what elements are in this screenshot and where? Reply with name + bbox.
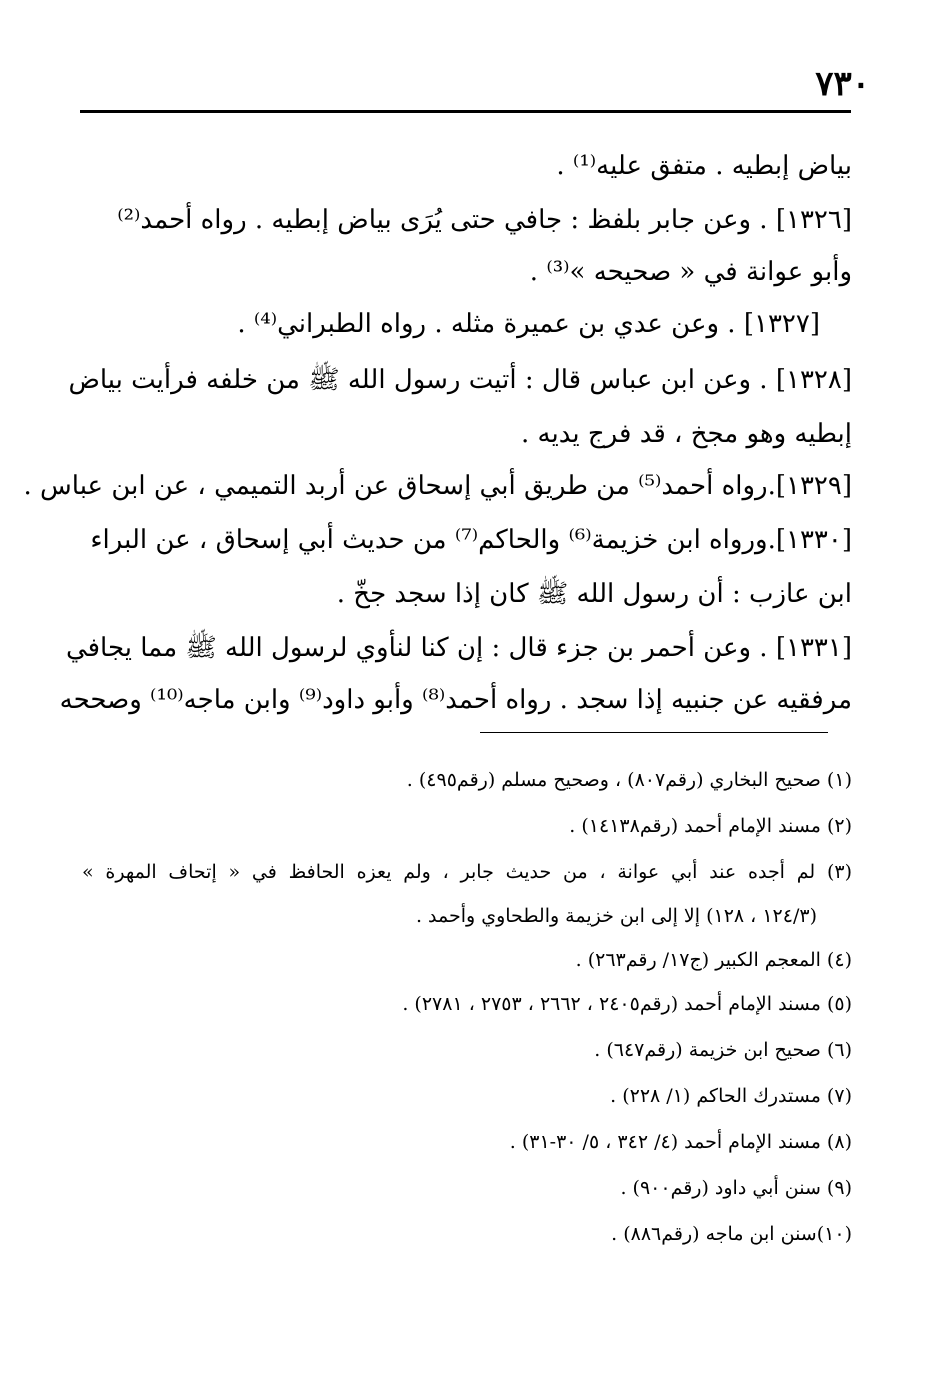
footnote: (٣) لم أجده عند أبي عوانة ، من حديث جابر ، ولم يعزه الحافظ في « إتحاف المهرة »	[82, 861, 852, 883]
footnote: (١٢٤/٣ ، ١٢٨) إلا إلى ابن خزيمة والطحاوي وأحمد .	[415, 905, 817, 927]
body-line: [١٣٣٠].ورواه ابن خزيمة⁽⁶⁾ والحاكم⁽⁷⁾ من حديث أبي إسحاق ، عن البراء	[90, 525, 852, 555]
body-line: [١٣٣١] . وعن أحمر بن جزء قال : إن كنا لنأوي لرسول الله ﷺ مما يجافي	[65, 633, 852, 663]
body-line: ابن عازب : أن رسول الله ﷺ كان إذا سجد جخّ .	[336, 579, 852, 609]
footnote: (٧) مستدرك الحاكم (١/ ٢٢٨) .	[610, 1085, 852, 1107]
body-line: وأبو عوانة في « صحيحه »⁽³⁾ .	[529, 257, 852, 287]
body-line: [١٣٢٩].رواه أحمد⁽⁵⁾ من طريق أبي إسحاق عن أربد التميمي ، عن ابن عباس .	[23, 471, 852, 501]
footnote: (٢) مسند الإمام أحمد (رقم١٤١٣٨) .	[569, 815, 852, 837]
page-number: ٧٣٠	[815, 64, 870, 104]
footnote: (٤) المعجم الكبير (ج١٧/ رقم٢٦٣) .	[575, 949, 852, 971]
footnote: (٥) مسند الإمام أحمد (رقم٢٤٠٥ ، ٢٦٦٢ ، ٢٧٥٣ ، ٢٧٨١) .	[402, 993, 852, 1015]
footnote: (٦) صحيح ابن خزيمة (رقم٦٤٧) .	[594, 1039, 852, 1061]
body-line: [١٣٢٨] . وعن ابن عباس قال : أتيت رسول الله ﷺ من خلفه فرأيت بياض	[68, 365, 852, 395]
header-rule	[80, 110, 851, 113]
body-line: إبطيه وهو مجخ ، قد فرج يديه .	[521, 419, 852, 449]
footnote: (١٠)سنن ابن ماجه (رقم٨٨٦) .	[611, 1223, 852, 1245]
footnote: (١) صحيح البخاري (رقم٨٠٧) ، وصحيح مسلم (رقم٤٩٥) .	[406, 769, 852, 791]
body-line: مرفقيه عن جنبيه إذا سجد . رواه أحمد⁽⁸⁾ وأبو داود⁽⁹⁾ وابن ماجه⁽¹⁰⁾ وصححه	[59, 685, 852, 715]
body-line: بياض إبطيه . متفق عليه⁽¹⁾ .	[556, 151, 852, 181]
footnote: (٨) مسند الإمام أحمد (٤/ ٣٤٢ ، ٥/ ٣٠-٣١) .	[509, 1131, 852, 1153]
footnote: (٩) سنن أبي داود (رقم٩٠٠) .	[620, 1177, 852, 1199]
body-line: [١٣٢٧] . وعن عدي بن عميرة مثله . رواه الطبراني⁽⁴⁾ .	[237, 309, 820, 339]
body-line: [١٣٢٦] . وعن جابر بلفظ : جافي حتى يُرَى بياض إبطيه . رواه أحمد⁽²⁾	[117, 205, 852, 235]
footnote-separator	[480, 732, 828, 733]
